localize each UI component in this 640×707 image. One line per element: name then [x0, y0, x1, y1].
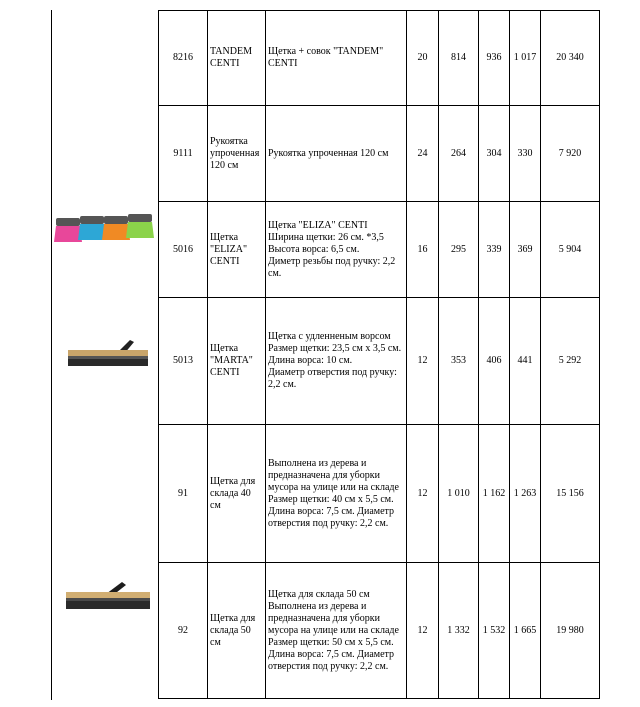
product-name: Щетка для склада 50 см — [208, 563, 266, 699]
price-second: 406 — [479, 298, 510, 425]
brush-head-blue — [78, 216, 106, 240]
wooden-brush-icon — [60, 338, 152, 372]
price-second: 1 532 — [479, 563, 510, 699]
warehouse-brush-icon — [60, 578, 154, 614]
product-code: 91 — [159, 425, 208, 563]
colorful-brush-heads-icon — [52, 212, 156, 246]
product-description: Выполнена из дерева и предназначена для уборки мусора на улице или на складе Размер щетки: 40 см х 5,5 см. Длина ворса: 7,5 см. Диаметр отверстия под ручку: 2,2 см. — [266, 425, 407, 563]
price-base: 264 — [439, 106, 479, 202]
brush-head-green — [126, 214, 154, 238]
product-name: Рукоятка упроченная 120 см — [208, 106, 266, 202]
price-third: 1 263 — [510, 425, 541, 563]
price-total: 19 980 — [541, 563, 600, 699]
product-code: 9111 — [159, 106, 208, 202]
product-name: TANDEM CENTI — [208, 11, 266, 106]
product-description: Щетка с удленненым ворсом Размер щетки: 23,5 см х 3,5 см. Длина ворса: 10 см. Диаметр отверстия под ручку: 2,2 см. — [266, 298, 407, 425]
brush-head-orange — [102, 216, 130, 240]
product-description: Щетка + совок "TANDEM" CENTI — [266, 11, 407, 106]
product-code: 5013 — [159, 298, 208, 425]
price-total: 15 156 — [541, 425, 600, 563]
price-second: 1 162 — [479, 425, 510, 563]
brush-head-pink — [54, 218, 82, 242]
price-third: 369 — [510, 202, 541, 298]
product-name: Щетка "ELIZA" CENTI — [208, 202, 266, 298]
table-row — [159, 106, 600, 202]
table-row — [159, 202, 600, 298]
package-quantity: 12 — [407, 298, 439, 425]
price-third: 1 665 — [510, 563, 541, 699]
package-quantity: 20 — [407, 11, 439, 106]
table-row — [159, 563, 600, 699]
table-row — [159, 298, 600, 425]
image-column-rule — [51, 10, 52, 700]
product-description: Щетка для склада 50 см Выполнена из дерева и предназначена для уборки мусора на улице или на складе Размер щетки: 50 см х 5,5 см. Длина ворса: 7,5 см. Диаметр отверстия под ручку: 2,2 см. — [266, 563, 407, 699]
product-name: Щетка "MARTA" CENTI — [208, 298, 266, 425]
price-total: 5 292 — [541, 298, 600, 425]
price-third: 1 017 — [510, 11, 541, 106]
package-quantity: 12 — [407, 425, 439, 563]
package-quantity: 16 — [407, 202, 439, 298]
product-code: 92 — [159, 563, 208, 699]
package-quantity: 12 — [407, 563, 439, 699]
price-base: 295 — [439, 202, 479, 298]
product-code: 5016 — [159, 202, 208, 298]
price-base: 1 332 — [439, 563, 479, 699]
product-code: 8216 — [159, 11, 208, 106]
price-total: 5 904 — [541, 202, 600, 298]
price-second: 339 — [479, 202, 510, 298]
product-description: Рукоятка упроченная 120 см — [266, 106, 407, 202]
price-base: 814 — [439, 11, 479, 106]
price-second: 936 — [479, 11, 510, 106]
product-description: Щетка "ELIZA" CENTI Ширина щетки: 26 см. *3,5 Высота ворса: 6,5 см. Диметр резьбы под ручку: 2,2 см. — [266, 202, 407, 298]
table-row — [159, 11, 600, 106]
price-third: 330 — [510, 106, 541, 202]
price-base: 1 010 — [439, 425, 479, 563]
product-name: Щетка для склада 40 см — [208, 425, 266, 563]
price-second: 304 — [479, 106, 510, 202]
package-quantity: 24 — [407, 106, 439, 202]
price-total: 20 340 — [541, 11, 600, 106]
price-third: 441 — [510, 298, 541, 425]
price-table — [158, 10, 600, 699]
price-total: 7 920 — [541, 106, 600, 202]
table-row — [159, 425, 600, 563]
price-base: 353 — [439, 298, 479, 425]
